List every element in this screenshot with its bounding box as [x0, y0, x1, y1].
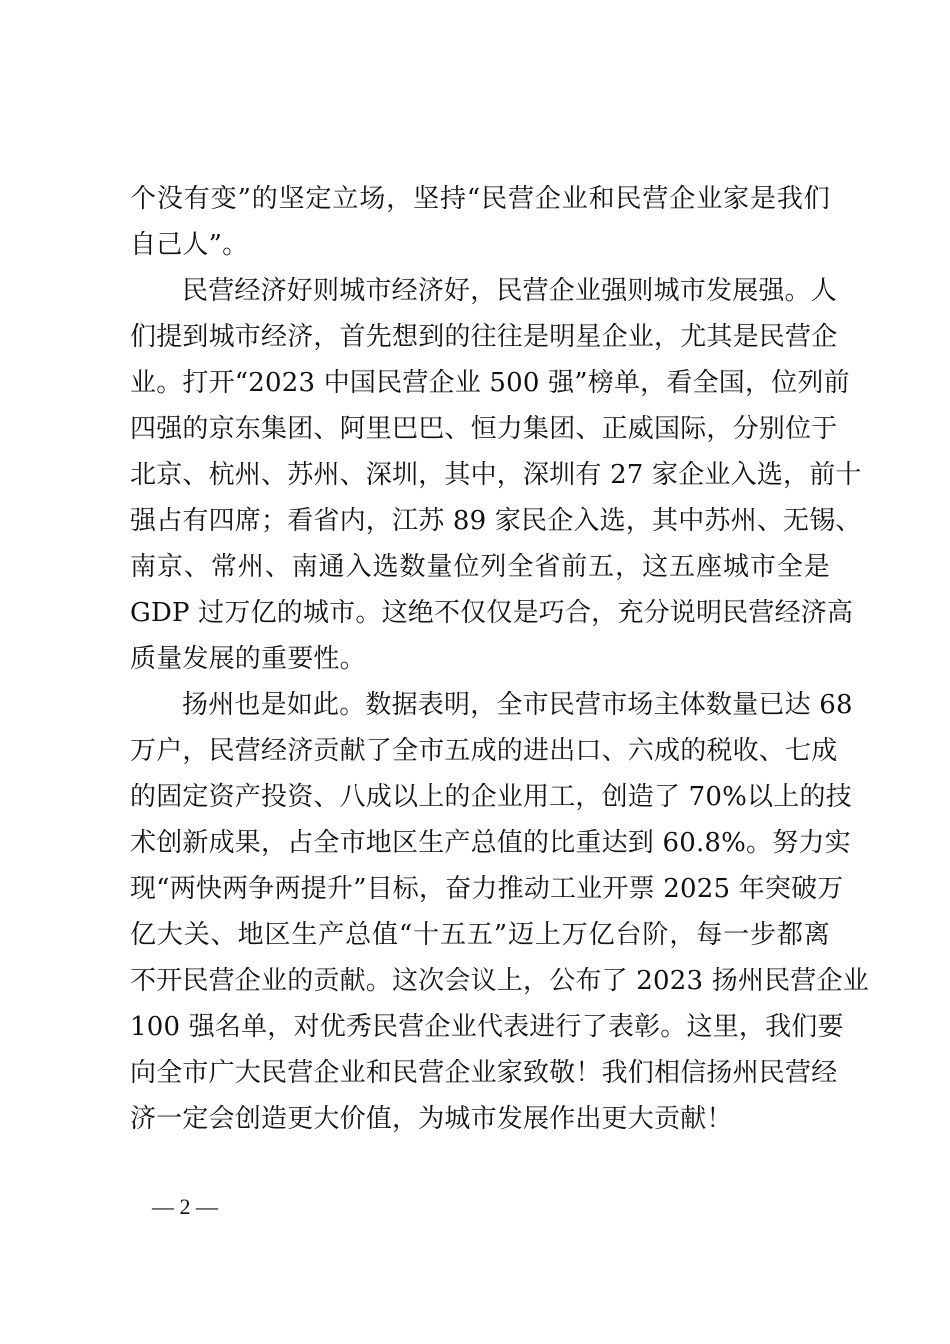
paragraph-2-line-5: 北京、杭州、苏州、深圳，其中，深圳有 27 家企业入选，前十 — [130, 460, 862, 490]
paragraph-2-line-9: 质量发展的重要性。 — [130, 644, 366, 674]
paragraph-2-line-3: 业。打开“2023 中国民营企业 500 强”榜单，看全国，位列前 — [130, 368, 850, 398]
paragraph-3-line-6: 亿大关、地区生产总值“十五五”迈上万亿台阶，每一步都离 — [130, 920, 830, 950]
paragraph-3-line-4: 术创新成果，占全市地区生产总值的比重达到 60.8%。努力实 — [130, 828, 851, 858]
paragraph-3-line-3: 的固定资产投资、八成以上的企业用工，创造了 70%以上的技 — [130, 782, 852, 812]
paragraph-2-line-6: 强占有四席；看省内，江苏 89 家民企入选，其中苏州、无锡、 — [130, 506, 862, 536]
paragraph-1-line-1: 个没有变”的坚定立场，坚持“民营企业和民营企业家是我们 — [130, 184, 830, 214]
paragraph-3-line-9: 向全市广大民营企业和民营企业家致敬！我们相信扬州民营经 — [130, 1058, 838, 1088]
paragraph-2-line-1: 民营经济好则城市经济好，民营企业强则城市发展强。人 — [182, 276, 838, 306]
paragraph-3-line-2: 万户，民营经济贡献了全市五成的进出口、六成的税收、七成 — [130, 736, 838, 766]
paragraph-1-line-2: 自己人”。 — [130, 230, 249, 260]
page-number: — 2 — — [152, 1194, 218, 1219]
paragraph-3-line-5: 现“两快两争两提升”目标，奋力推动工业开票 2025 年突破万 — [130, 874, 844, 904]
paragraph-2-line-4: 四强的京东集团、阿里巴巴、恒力集团、正威国际，分别位于 — [130, 414, 838, 444]
paragraph-2-line-7: 南京、常州、南通入选数量位列全省前五，这五座城市全是 — [130, 552, 830, 582]
paragraph-2-line-8: GDP 过万亿的城市。这绝不仅仅是巧合，充分说明民营经济高 — [130, 598, 854, 628]
paragraph-3-line-1: 扬州也是如此。数据表明，全市民营市场主体数量已达 68 — [182, 690, 853, 720]
paragraph-3-line-8: 100 强名单，对优秀民营企业代表进行了表彰。这里，我们要 — [130, 1012, 844, 1042]
paragraph-3-line-7: 不开民营企业的贡献。这次会议上，公布了 2023 扬州民营企业 — [130, 966, 869, 996]
paragraph-2-line-2: 们提到城市经济，首先想到的往往是明星企业，尤其是民营企 — [130, 322, 838, 352]
paragraph-3-line-10: 济一定会创造更大价值，为城市发展作出更大贡献！ — [130, 1104, 733, 1134]
